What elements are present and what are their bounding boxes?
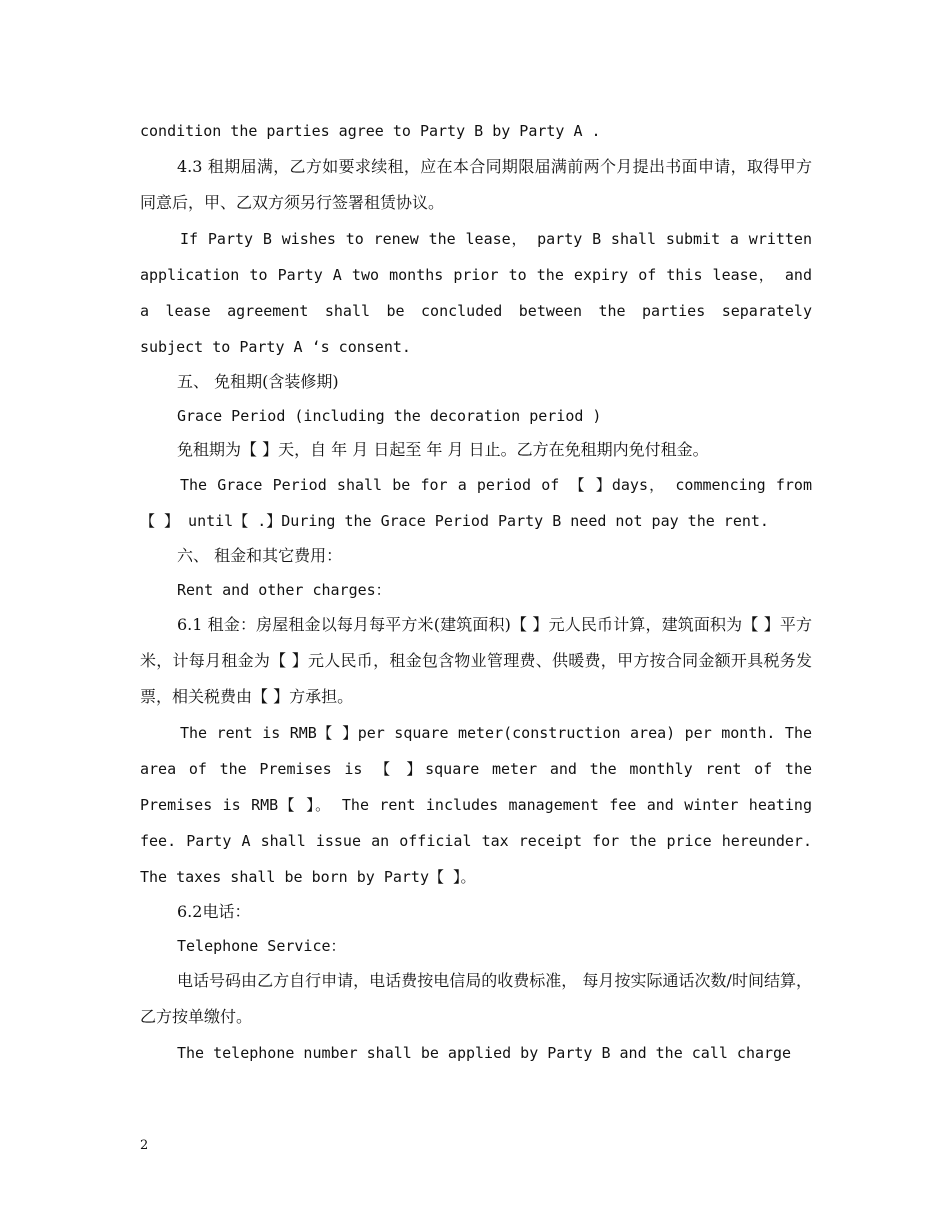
clause-4-3-en: If Party B wishes to renew the lease， party B shall submit a written application to Party A two months prior to the expiry of this lease， and a lease agreement shall be concluded between the parties separately subject to Party A ‘s consent. — [140, 230, 812, 356]
section-6-heading-zh: 六、 租金和其它费用： — [177, 546, 343, 565]
clause-6-1-zh: 6.1 租金：房屋租金以每月每平方米(建筑面积)【 】元人民币计算，建筑面积为【 】平方米，计每月租金为【 】元人民币，租金包含物业管理费、供暖费，甲方按合同金额开具税务发票，相关税费由【 】方承担。 — [140, 615, 812, 706]
grace-period-en: The Grace Period shall be for a period of 【 】days， commencing from 【 】 until【 .】During the Grace Period Party B need not pay the rent. — [140, 476, 812, 530]
clause-6-2-heading-en: Telephone Service： — [177, 937, 346, 955]
paragraph-continuation: condition the parties agree to Party B by Party A . — [140, 122, 601, 140]
clause-6-1-en: The rent is RMB【 】per square meter(construction area) per month. The area of the Premises is 【 】square meter and the monthly rent of the Premises is RMB【 】。 The rent includes management fee and winter heating fee. Party A shall issue an official tax receipt for the price hereunder. The taxes shall be born by Party【 】。 — [140, 724, 812, 886]
document-body — [140, 113, 812, 1071]
section-5-heading-en: Grace Period (including the decoration period ) — [177, 407, 602, 425]
page-number: 2 — [140, 1138, 149, 1153]
section-5-heading-zh: 五、 免租期(含装修期) — [177, 372, 339, 391]
clause-4-3-zh: 4.3 租期届满，乙方如要求续租，应在本合同期限届满前两个月提出书面申请，取得甲方同意后，甲、乙双方须另行签署租赁协议。 — [140, 157, 812, 212]
clause-6-2-heading-zh: 6.2电话： — [177, 902, 251, 921]
grace-period-zh: 免租期为【 】天，自 年 月 日起至 年 月 日止。乙方在免租期内免付租金。 — [177, 440, 709, 459]
clause-6-2-zh: 电话号码由乙方自行申请，电话费按电信局的收费标准， 每月按实际通话次数/时间结算，乙方按单缴付。 — [140, 971, 812, 1026]
clause-6-2-en: The telephone number shall be applied by Party B and the call charge — [177, 1044, 792, 1062]
section-6-heading-en: Rent and other charges： — [177, 581, 391, 599]
